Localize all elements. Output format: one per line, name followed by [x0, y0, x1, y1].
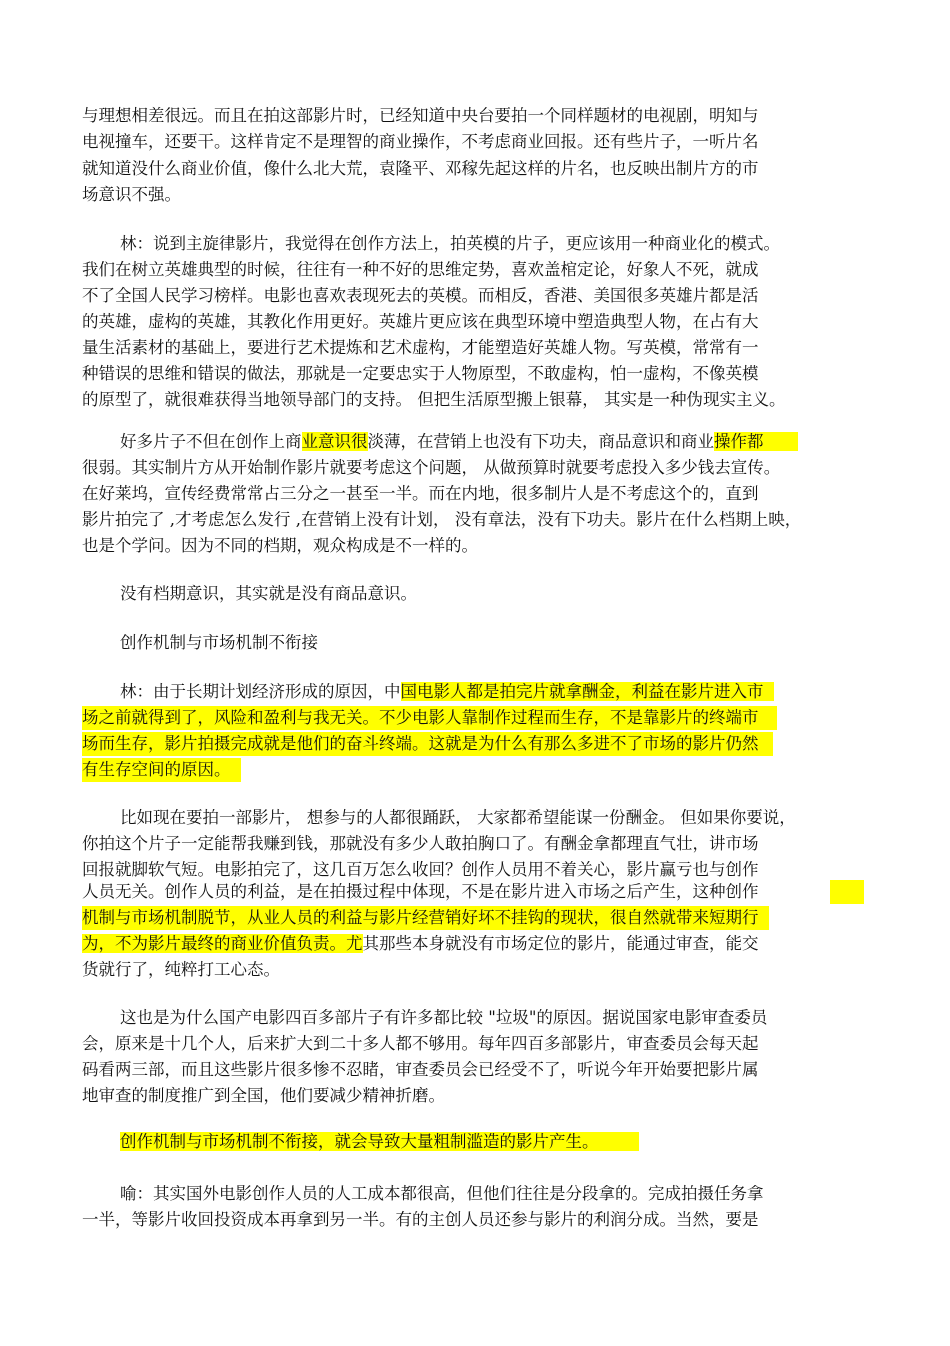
- p3-highlight-2: 操作都: [714, 432, 798, 451]
- p7-line-7: 货就行了，纯粹打工心态。: [82, 960, 280, 979]
- p2-line-3: 不了全国人民学习榜样。电影也喜欢表现死去的英模。而相反，香港、美国很多英雄片都是活: [82, 286, 759, 305]
- p6-line-1: [120, 680, 774, 704]
- p6-line-4: 有生存空间的原因。: [82, 758, 241, 782]
- p7-highlight-start: 为，不为影片最终的商业价值负责。尤: [82, 934, 363, 953]
- p7-line-2: 你拍这个片子一定能帮我赚到钱，那就没有多少人敢拍胸口了。有酬金拿都理直气壮，讲市场: [82, 834, 759, 853]
- p8-line-1: 这也是为什么国产电影四百多部片子有许多都比较 "垃圾"的原因。据说国家电影审查委员: [120, 1008, 768, 1027]
- p7-line-1: 比如现在要拍一部影片， 想参与的人都很踊跃， 大家都希望能谋一份酬金。 但如果你要说，: [120, 808, 796, 827]
- p3-line-5: 也是个学问。因为不同的档期，观众构成是不一样的。: [82, 536, 478, 555]
- p2-line-6: 种错误的思维和错误的做法，那就是一定要忠实于人物原型，不敢虚构，怕一虚构，不像英模: [82, 364, 759, 383]
- p10-line-2: 一半，等影片收回投资成本再拿到另一半。有的主创人员还参与影片的利润分成。当然，要是: [82, 1210, 759, 1229]
- p9-line: [120, 1130, 639, 1154]
- p7-line-4: 人员无关。创作人员的利益，是在拍摄过程中体现，不是在影片进入市场之后产生，这种创作: [82, 882, 759, 901]
- p1-line-2: 电视撞车，还要干。这样肯定不是理智的商业操作，不考虑商业回报。还有些片子，一听片名: [82, 132, 759, 151]
- p2-line-4: 的英雄，虚构的英雄，其教化作用更好。英雄片更应该在典型环境中塑造典型人物，在占有大: [82, 312, 759, 331]
- p1-line-1: 与理想相差很远。而且在拍这部影片时，已经知道中央台要拍一个同样题材的电视剧，明知与: [82, 106, 759, 125]
- p6-line-2: 场之前就得到了，风险和盈利与我无关。不少电影人靠制作过程而生存，不是靠影片的终端市: [82, 706, 777, 730]
- p8-line-2: 会，原来是十几个人，后来扩大到二十多人都不够用。每年四百多部影片，审查委员会每天起: [82, 1034, 759, 1053]
- p2-line-5: 量生活素材的基础上，要进行艺术提炼和艺术虚构，才能塑造好英雄人物。写英模，常常有一: [82, 338, 759, 357]
- p2-line-7: 的原型了，就很难获得当地领导部门的支持。 但把生活原型搬上银幕， 其实是一种伪现实主义。: [82, 390, 786, 409]
- p3-highlight-1: 业意识很: [301, 432, 368, 451]
- p3-line-4: 影片拍完了 ,才考虑怎么发行 ,在营销上没有计划， 没有章法，没有下功夫。影片在什么档期上映，: [82, 510, 802, 529]
- p6-line-3: 场而生存，影片拍摄完成就是他们的奋斗终端。这就是为什么有那么多进不了市场的影片仍然: [82, 732, 773, 756]
- p3-text-c: 淡薄，在营销上也没有下功夫，商品意识和商业: [367, 432, 714, 451]
- p6-text-a: 林：由于长期计划经济形成的原因，中: [120, 682, 401, 701]
- p2-line-1: 林：说到主旋律影片，我觉得在创作方法上，拍英模的片子，更应该用一种商业化的模式。: [120, 234, 780, 253]
- p7-text-b: 其那些本身就没有市场定位的影片，能通过审查，能交: [362, 934, 759, 953]
- p6-highlight-1: 国电影人都是拍完片就拿酬金，利益在影片进入市: [401, 682, 774, 701]
- p3-line-1: [120, 430, 798, 454]
- p7-highlight-tail: [830, 880, 864, 904]
- p1-line-3: 就知道没什么商业价值，像什么北大荒，袁隆平、邓稼先起这样的片名，也反映出制片方的市: [82, 159, 759, 178]
- section-heading: 创作机制与市场机制不衔接: [120, 633, 318, 652]
- p1-line-4: 场意识不强。: [82, 185, 181, 204]
- p4-line: 没有档期意识，其实就是没有商品意识。: [120, 584, 417, 603]
- p8-line-4: 地审查的制度推广到全国，他们要减少精神折磨。: [82, 1086, 445, 1105]
- p2-line-2: 我们在树立英雄典型的时候，往往有一种不好的思维定势，喜欢盖棺定论，好象人不死，就成: [82, 260, 759, 279]
- p3-line-2: 很弱。其实制片方从开始制作影片就要考虑这个问题， 从做预算时就要考虑投入多少钱去宣传。: [82, 458, 781, 477]
- p7-line-6: [82, 932, 759, 956]
- p10-line-1: 喻：其实国外电影创作人员的人工成本都很高，但他们往往是分段拿的。完成拍摄任务拿: [120, 1184, 764, 1203]
- p8-line-3: 码看两三部，而且这些影片很多惨不忍睹，审查委员会已经受不了，听说今年开始要把影片属: [82, 1060, 759, 1079]
- p7-line-3: 回报就脚软气短。电影拍完了，这几百万怎么收回？创作人员用不着关心，影片赢亏也与创作: [82, 860, 759, 879]
- p9-highlight: 创作机制与市场机制不衔接，就会导致大量粗制滥造的影片产生。: [120, 1132, 639, 1151]
- p3-line-3: 在好莱坞，宣传经费常常占三分之一甚至一半。而在内地，很多制片人是不考虑这个的，直到: [82, 484, 759, 503]
- p3-text-a: 好多片子不但在创作上商: [120, 432, 302, 451]
- p7-line-5: 机制与市场机制脱节，从业人员的利益与影片经营销好坏不挂钩的现状，很自然就带来短期行: [82, 906, 769, 930]
